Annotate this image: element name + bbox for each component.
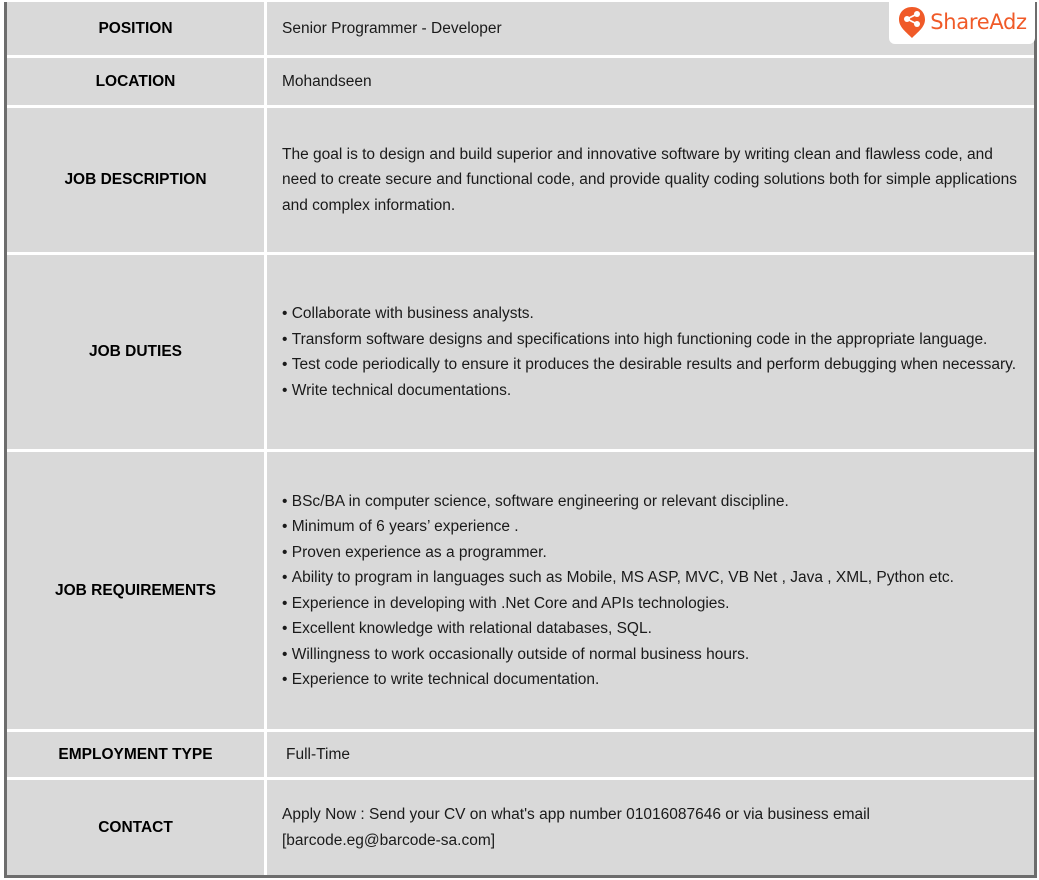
job-requirements-list — [282, 489, 954, 693]
employment-type-value: Full-Time — [286, 745, 351, 763]
job-duties-list — [282, 301, 1016, 403]
job-description-text: The goal is to design and build superior and innovative software by writing clean and flawless code, and need to create secure and functional code, and provide quality coding solutions both for simple applications and complex information. — [282, 145, 1017, 214]
location-value: Mohandseen — [282, 72, 372, 90]
job-requirements-label: JOB REQUIREMENTS — [7, 452, 267, 729]
row-employment-type — [7, 729, 1034, 777]
job-description-label: JOB DESCRIPTION — [7, 108, 267, 252]
job-posting-table — [4, 2, 1037, 878]
shareadz-watermark — [889, 0, 1035, 44]
job-duties-label: JOB DUTIES — [7, 255, 267, 449]
list-item: • Experience in developing with .Net Core and APIs technologies. — [282, 591, 954, 617]
contact-label: CONTACT — [7, 780, 267, 875]
list-item: • BSc/BA in computer science, software engineering or relevant discipline. — [282, 489, 954, 515]
job-requirements-value — [267, 452, 1034, 729]
location-label: LOCATION — [7, 58, 267, 105]
position-label: POSITION — [7, 2, 267, 55]
share-pin-icon — [897, 5, 927, 39]
row-position — [7, 2, 1034, 55]
list-item: • Ability to program in languages such as Mobile, MS ASP, MVC, VB Net , Java , XML, Python etc. — [282, 565, 954, 591]
contact-text: Apply Now : Send your CV on what's app number 01016087646 or via business email [barcode.eg@barcode-sa.com] — [282, 806, 871, 849]
row-location — [7, 55, 1034, 105]
list-item: • Collaborate with business analysts. — [282, 301, 1016, 327]
contact-value — [267, 780, 1034, 875]
position-value: Senior Programmer - Developer — [282, 19, 502, 37]
list-item: • Experience to write technical documentation. — [282, 667, 954, 693]
list-item: • Transform software designs and specifications into high functioning code in the appropriate language. — [282, 327, 1016, 353]
watermark-text: ShareAdz — [930, 10, 1027, 34]
list-item: • Proven experience as a programmer. — [282, 540, 954, 566]
job-description-value — [267, 108, 1034, 252]
row-job-requirements — [7, 449, 1034, 729]
row-job-duties — [7, 252, 1034, 449]
list-item: • Test code periodically to ensure it produces the desirable results and perform debugging when necessary. — [282, 352, 1016, 378]
row-job-description — [7, 105, 1034, 252]
job-duties-value — [267, 255, 1034, 449]
list-item: • Excellent knowledge with relational databases, SQL. — [282, 616, 954, 642]
list-item: • Write technical documentations. — [282, 378, 1016, 404]
list-item: • Minimum of 6 years’ experience . — [282, 514, 954, 540]
list-item: • Willingness to work occasionally outside of normal business hours. — [282, 642, 954, 668]
employment-type-label: EMPLOYMENT TYPE — [7, 732, 267, 777]
row-contact — [7, 777, 1034, 875]
